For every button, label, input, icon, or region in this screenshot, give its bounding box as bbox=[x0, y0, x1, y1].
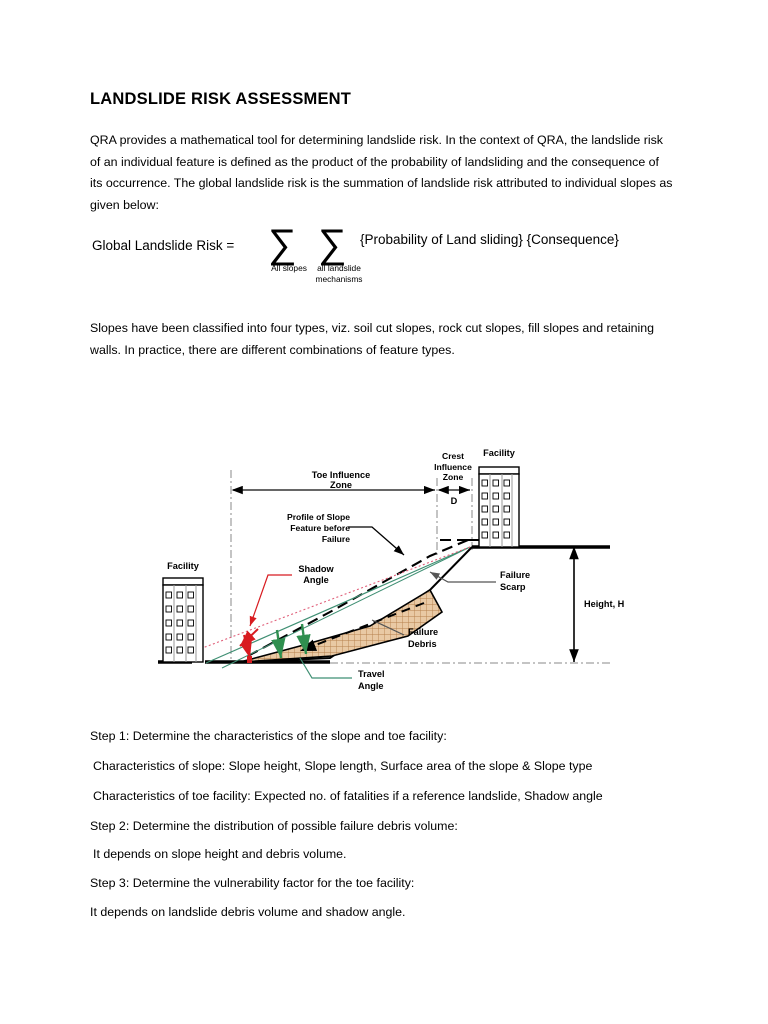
facility-left-building bbox=[163, 578, 203, 662]
profile-before-failure-label: Profile of Slope Feature before Failure bbox=[286, 512, 350, 544]
facility-left-label: Facility bbox=[167, 561, 199, 571]
failure-scarp-label: Failure Scarp bbox=[500, 570, 531, 592]
travel-angle-label: Travel Angle bbox=[358, 669, 385, 691]
step-3-heading: Step 3: Determine the vulnerability factor for the toe facility: bbox=[90, 876, 415, 890]
summation-2-subscript bbox=[294, 263, 384, 285]
summation-1-subscript: All slopes bbox=[271, 263, 307, 273]
step-1-toe-facility-characteristics: Characteristics of toe facility: Expected no. of fatalities if a reference landslide, Shadow angle bbox=[93, 789, 603, 803]
summation-sigma-icon-2: ∑ bbox=[318, 221, 347, 267]
toe-influence-zone-label: Toe Influence Zone bbox=[311, 470, 371, 490]
shadow-angle-marker-block bbox=[247, 656, 252, 663]
height-h-label: Height, H bbox=[584, 599, 625, 609]
step-1-heading: Step 1: Determine the characteristics of the slope and toe facility: bbox=[90, 729, 447, 743]
dimension-d-label: D bbox=[450, 496, 458, 506]
step-3-detail: It depends on landslide debris volume and shadow angle. bbox=[90, 905, 406, 919]
slope-types-paragraph: Slopes have been classified into four types, viz. soil cut slopes, rock cut slopes, fill slopes and retaining walls. In practice, there are different combinations of feature types. bbox=[90, 321, 655, 357]
step-2-heading: Step 2: Determine the distribution of possible failure debris volume: bbox=[90, 819, 458, 833]
failure-debris-label: Failure Debris bbox=[408, 627, 439, 649]
summation-2-subscript-line1: all landslide bbox=[317, 263, 361, 273]
summation-sigma-icon-1: ∑ bbox=[268, 221, 297, 267]
failure-debris-mass bbox=[242, 590, 442, 662]
equation-right-hand-side: {Probability of Land sliding} {Consequence} bbox=[360, 232, 619, 247]
shadow-angle-label: Shadow Angle bbox=[298, 564, 334, 585]
step-2-detail: It depends on slope height and debris volume. bbox=[93, 847, 347, 861]
facility-right-label: Facility bbox=[483, 448, 515, 458]
crest-influence-zone-label: Crest Influence Zone bbox=[434, 451, 472, 482]
equation-left-hand-side: Global Landslide Risk = bbox=[92, 238, 235, 253]
shadow-angle-label-leader-line bbox=[250, 575, 292, 626]
shadow-angle-indicator-arrow-diagonal bbox=[240, 629, 258, 646]
summation-2-subscript-line2: mechanisms bbox=[315, 274, 363, 284]
landslide-schematic-diagram bbox=[0, 430, 768, 710]
intro-paragraph: QRA provides a mathematical tool for determining landslide risk. In the context of QRA, the landslide risk of an individual feature is defined as the product of the probability of landsliding and the consequence of its occurrence. The global landslide risk is the summation of landslide risk attributed to individual slopes as given below: bbox=[90, 133, 673, 212]
step-1-slope-characteristics: Characteristics of slope: Slope height, Slope length, Surface area of the slope & Slope type bbox=[93, 759, 593, 773]
global-landslide-risk-equation bbox=[92, 221, 692, 304]
page-title: LANDSLIDE RISK ASSESSMENT bbox=[90, 90, 352, 108]
profile-label-leader-line bbox=[348, 527, 404, 555]
